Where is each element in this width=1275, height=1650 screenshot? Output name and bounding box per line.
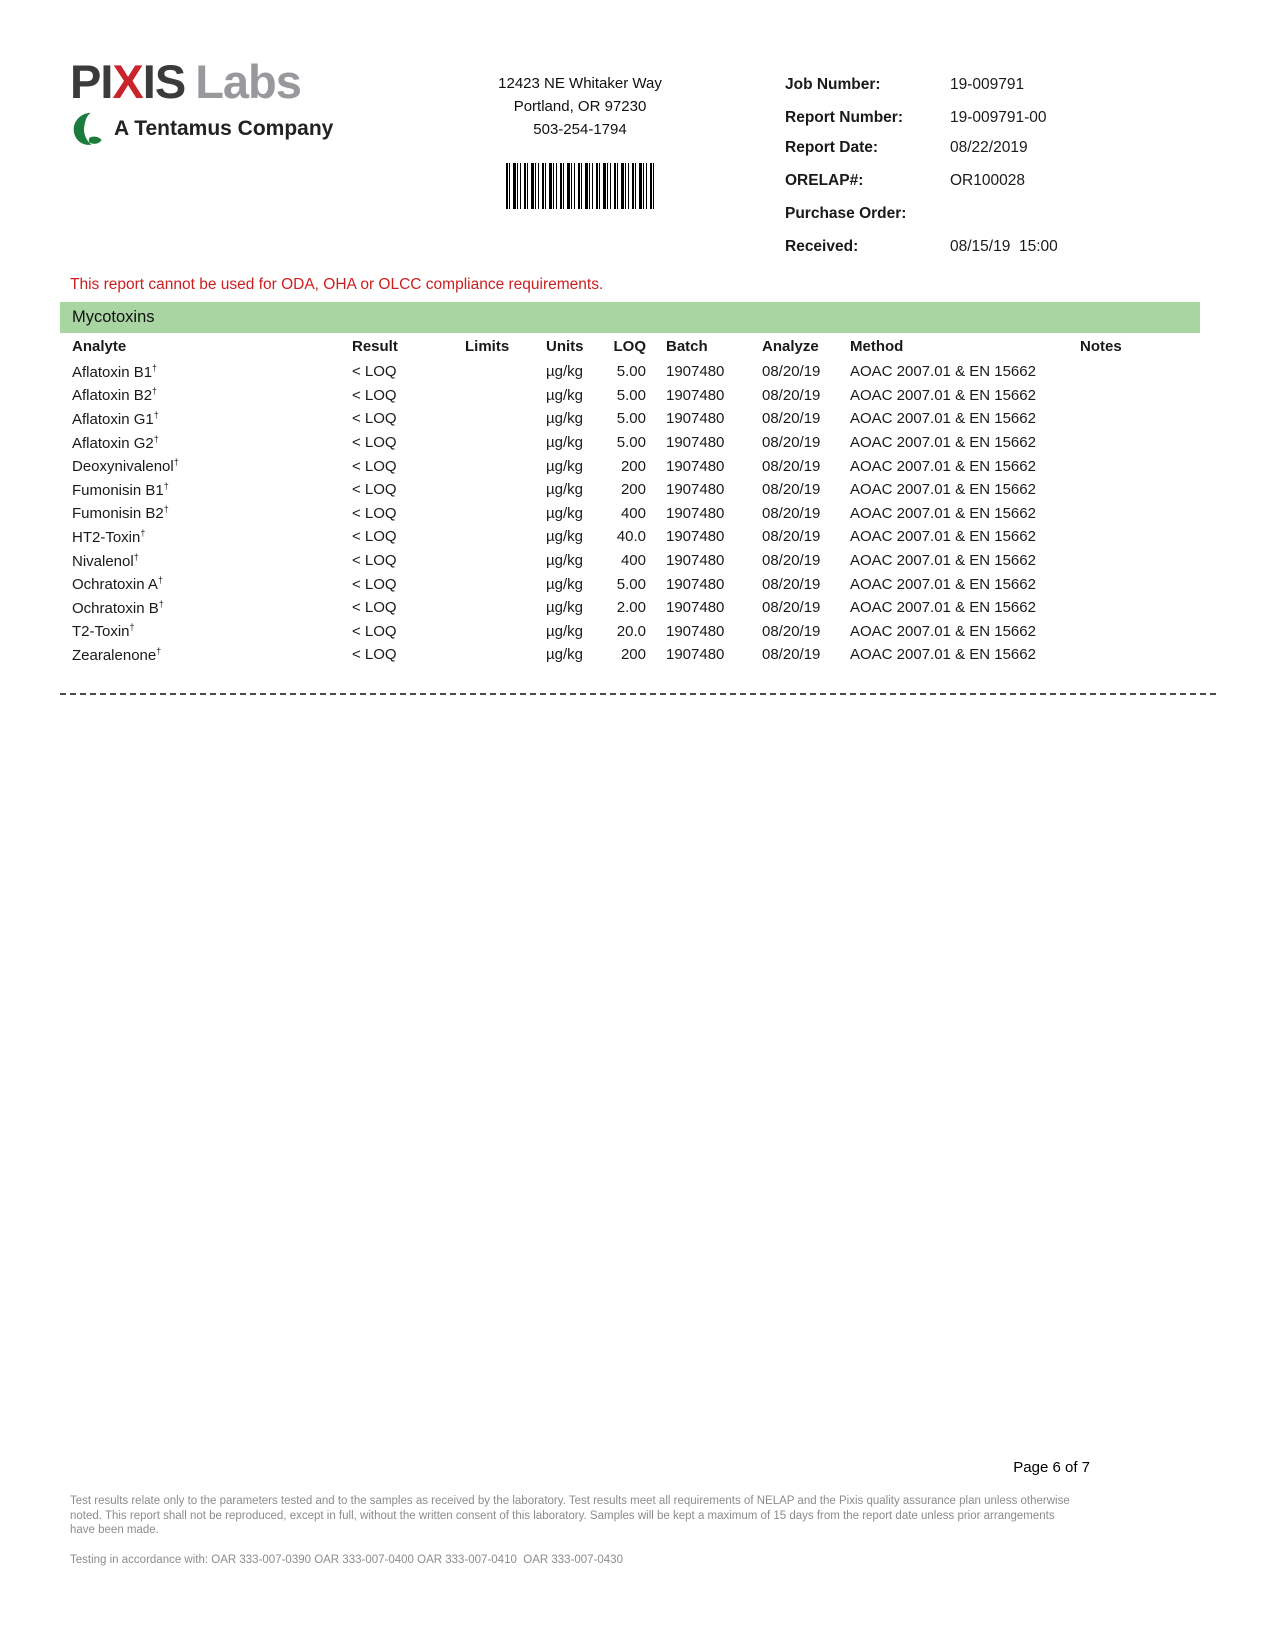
limits-cell	[462, 360, 540, 384]
limits-cell	[462, 643, 540, 667]
method-cell: AOAC 2007.01 & EN 15662	[850, 481, 1036, 499]
table-row	[60, 572, 1200, 596]
footer-testing-line: Testing in accordance with: OAR 333-007-0390 OAR 333-007-0400 OAR 333-007-0410 OAR 333-007-0430	[70, 1554, 623, 1566]
logo-tagline: A Tentamus Company	[114, 117, 334, 140]
table-row	[60, 643, 1200, 667]
method-cell: AOAC 2007.01 & EN 15662	[850, 363, 1036, 381]
column-header-loq: LOQ	[613, 338, 646, 355]
job-number-value: 19-009791	[950, 76, 1025, 93]
result-cell: < LOQ	[352, 363, 397, 381]
dagger-mark: †	[129, 622, 135, 633]
loq-cell: 2.00	[616, 599, 646, 617]
column-header-analyte: Analyte	[72, 338, 127, 355]
limits-cell	[462, 596, 540, 620]
result-cell: < LOQ	[352, 457, 397, 475]
batch-cell: 1907480	[666, 575, 725, 593]
units-cell: µg/kg	[546, 575, 583, 593]
method-cell: AOAC 2007.01 & EN 15662	[850, 504, 1036, 522]
column-header-analyze: Analyze	[762, 338, 819, 355]
method-cell: AOAC 2007.01 & EN 15662	[850, 528, 1036, 546]
mycotoxins-table	[60, 333, 1200, 667]
batch-cell: 1907480	[666, 599, 725, 617]
loq-cell: 5.00	[616, 386, 646, 404]
analyze-cell: 08/20/19	[762, 434, 821, 452]
loq-cell: 200	[620, 457, 646, 475]
table-row	[60, 596, 1200, 620]
batch-cell: 1907480	[666, 410, 725, 428]
batch-cell: 1907480	[666, 481, 725, 499]
notes-cell	[1075, 431, 1200, 455]
analyze-cell: 08/20/19	[762, 457, 821, 475]
units-cell: µg/kg	[546, 434, 583, 452]
notes-cell	[1075, 384, 1200, 408]
loq-cell: 5.00	[616, 575, 646, 593]
analyze-cell: 08/20/19	[762, 599, 821, 617]
limits-cell	[462, 502, 540, 526]
analyze-cell: 08/20/19	[762, 552, 821, 570]
info-row-report-number	[785, 107, 1205, 128]
units-cell: µg/kg	[546, 504, 583, 522]
analyte-cell: Zearalenone†	[72, 645, 162, 664]
units-cell: µg/kg	[546, 528, 583, 546]
table-row	[60, 549, 1200, 573]
analyte-cell: Ochratoxin B†	[72, 598, 164, 617]
analyze-cell: 08/20/19	[762, 528, 821, 546]
result-cell: < LOQ	[352, 646, 397, 664]
analyze-cell: 08/20/19	[762, 410, 821, 428]
units-cell: µg/kg	[546, 481, 583, 499]
batch-cell: 1907480	[666, 622, 725, 640]
table-header-row	[60, 333, 1200, 360]
limits-cell	[462, 572, 540, 596]
analyte-cell: Fumonisin B2†	[72, 504, 169, 523]
loq-cell: 40.0	[616, 528, 646, 546]
address-line1: 12423 NE Whitaker Way	[498, 75, 662, 92]
dagger-mark: †	[152, 362, 158, 373]
method-cell: AOAC 2007.01 & EN 15662	[850, 410, 1036, 428]
analyze-cell: 08/20/19	[762, 646, 821, 664]
method-cell: AOAC 2007.01 & EN 15662	[850, 575, 1036, 593]
footer-disclaimer: Test results relate only to the parameters tested and to the samples as received by the laboratory. Test results meet all requirements of NELAP and the Pixis quality assurance plan unless otherwise noted. This report shall not be reproduced, except in full, without the written consent of this laboratory. Samples will be kept a maximum of 15 days from the report date unless prior arrangements have been made.	[70, 1495, 1070, 1536]
analyte-cell: Nivalenol†	[72, 551, 139, 570]
units-cell: µg/kg	[546, 410, 583, 428]
logo-wordmark: PIXIS Labs	[70, 55, 301, 108]
analyte-cell: Fumonisin B1†	[72, 480, 169, 499]
purchase-order-label: Purchase Order:	[785, 205, 907, 222]
batch-cell: 1907480	[666, 504, 725, 522]
limits-cell	[462, 454, 540, 478]
logo-x-letter: X	[112, 55, 143, 108]
table-row	[60, 502, 1200, 526]
loq-cell: 5.00	[616, 410, 646, 428]
loq-cell: 200	[620, 481, 646, 499]
result-cell: < LOQ	[352, 622, 397, 640]
notes-cell	[1075, 454, 1200, 478]
notes-cell	[1075, 525, 1200, 549]
table-row	[60, 525, 1200, 549]
limits-cell	[462, 431, 540, 455]
dagger-mark: †	[140, 527, 146, 538]
pixis-labs-logo	[70, 55, 334, 146]
notes-cell	[1075, 596, 1200, 620]
column-header-batch: Batch	[666, 338, 708, 355]
limits-cell	[462, 407, 540, 431]
batch-cell: 1907480	[666, 386, 725, 404]
analyze-cell: 08/20/19	[762, 504, 821, 522]
table-row	[60, 478, 1200, 502]
compliance-notice: This report cannot be used for ODA, OHA or OLCC compliance requirements.	[70, 276, 604, 293]
dagger-mark: †	[173, 457, 179, 468]
method-cell: AOAC 2007.01 & EN 15662	[850, 646, 1036, 664]
result-cell: < LOQ	[352, 575, 397, 593]
units-cell: µg/kg	[546, 363, 583, 381]
dagger-mark: †	[133, 551, 139, 562]
dagger-mark: †	[163, 504, 169, 515]
result-cell: < LOQ	[352, 599, 397, 617]
column-header-units: Units	[546, 338, 584, 355]
dagger-mark: †	[153, 433, 159, 444]
page-number: Page 6 of 7	[1013, 1459, 1090, 1476]
report-date-label: Report Date:	[785, 139, 879, 156]
orelap-value: OR100028	[950, 172, 1025, 189]
analyze-cell: 08/20/19	[762, 622, 821, 640]
section-title: Mycotoxins	[72, 308, 155, 326]
notes-cell	[1075, 620, 1200, 644]
batch-cell: 1907480	[666, 363, 725, 381]
loq-cell: 400	[620, 504, 646, 522]
info-row-purchase-order	[785, 203, 1205, 224]
notes-cell	[1075, 549, 1200, 573]
loq-cell: 400	[620, 552, 646, 570]
analyze-cell: 08/20/19	[762, 481, 821, 499]
report-date-value: 08/22/2019	[950, 139, 1028, 156]
info-row-orelap	[785, 170, 1205, 191]
analyze-cell: 08/20/19	[762, 575, 821, 593]
notes-cell	[1075, 643, 1200, 667]
method-cell: AOAC 2007.01 & EN 15662	[850, 434, 1036, 452]
analyte-cell: Aflatoxin G2†	[72, 433, 159, 452]
barcode	[506, 163, 654, 209]
dagger-mark: †	[156, 645, 162, 656]
result-cell: < LOQ	[352, 434, 397, 452]
column-header-method: Method	[850, 338, 904, 355]
table-row	[60, 407, 1200, 431]
units-cell: µg/kg	[546, 622, 583, 640]
analyte-cell: HT2-Toxin†	[72, 527, 146, 546]
notes-cell	[1075, 572, 1200, 596]
logo-labs-text: Labs	[195, 55, 301, 108]
table-row	[60, 360, 1200, 384]
table-row	[60, 454, 1200, 478]
report-info-block	[785, 74, 1205, 266]
batch-cell: 1907480	[666, 457, 725, 475]
notes-cell	[1075, 407, 1200, 431]
info-row-job-number	[785, 74, 1205, 95]
result-cell: < LOQ	[352, 552, 397, 570]
limits-cell	[462, 384, 540, 408]
limits-cell	[462, 525, 540, 549]
analyte-cell: Aflatoxin B1†	[72, 362, 158, 381]
analyte-cell: Aflatoxin G1†	[72, 409, 159, 428]
job-number-label: Job Number:	[785, 76, 881, 93]
analyte-cell: Deoxynivalenol†	[72, 457, 179, 476]
batch-cell: 1907480	[666, 528, 725, 546]
address-line2: Portland, OR 97230	[513, 98, 647, 115]
batch-cell: 1907480	[666, 646, 725, 664]
loq-cell: 5.00	[616, 434, 646, 452]
limits-cell	[462, 620, 540, 644]
batch-cell: 1907480	[666, 552, 725, 570]
method-cell: AOAC 2007.01 & EN 15662	[850, 386, 1036, 404]
tentamus-leaf-icon	[70, 112, 106, 146]
limits-cell	[462, 478, 540, 502]
units-cell: µg/kg	[546, 552, 583, 570]
table-row	[60, 431, 1200, 455]
column-header-result: Result	[352, 338, 398, 355]
notes-cell	[1075, 478, 1200, 502]
result-cell: < LOQ	[352, 410, 397, 428]
info-row-report-date	[785, 137, 1205, 158]
phone-number: 503-254-1794	[533, 121, 627, 138]
loq-cell: 5.00	[616, 363, 646, 381]
column-header-limits: Limits	[465, 338, 510, 355]
received-label: Received:	[785, 238, 859, 255]
loq-cell: 200	[620, 646, 646, 664]
analyte-cell: Aflatoxin B2†	[72, 386, 158, 405]
dagger-mark: †	[158, 598, 164, 609]
loq-cell: 20.0	[616, 622, 646, 640]
analyze-cell: 08/20/19	[762, 386, 821, 404]
report-number-label: Report Number:	[785, 109, 903, 126]
analyze-cell: 08/20/19	[762, 363, 821, 381]
notes-cell	[1075, 360, 1200, 384]
section-banner	[60, 302, 1200, 333]
units-cell: µg/kg	[546, 646, 583, 664]
result-cell: < LOQ	[352, 528, 397, 546]
batch-cell: 1907480	[666, 434, 725, 452]
method-cell: AOAC 2007.01 & EN 15662	[850, 622, 1036, 640]
dagger-mark: †	[163, 480, 169, 491]
result-cell: < LOQ	[352, 481, 397, 499]
result-cell: < LOQ	[352, 386, 397, 404]
lab-address-block	[440, 72, 720, 209]
method-cell: AOAC 2007.01 & EN 15662	[850, 552, 1036, 570]
received-value: 08/15/19 15:00	[950, 238, 1058, 255]
orelap-label: ORELAP#:	[785, 172, 864, 189]
column-header-notes: Notes	[1080, 338, 1122, 355]
report-number-value: 19-009791-00	[950, 109, 1047, 126]
units-cell: µg/kg	[546, 457, 583, 475]
result-cell: < LOQ	[352, 504, 397, 522]
dagger-mark: †	[153, 409, 159, 420]
method-cell: AOAC 2007.01 & EN 15662	[850, 599, 1036, 617]
info-row-received	[785, 236, 1205, 257]
analyte-cell: Ochratoxin A†	[72, 575, 163, 594]
units-cell: µg/kg	[546, 599, 583, 617]
limits-cell	[462, 549, 540, 573]
table-row	[60, 620, 1200, 644]
dashed-separator	[60, 693, 1216, 695]
dagger-mark: †	[157, 575, 163, 586]
method-cell: AOAC 2007.01 & EN 15662	[850, 457, 1036, 475]
analyte-cell: T2-Toxin†	[72, 622, 135, 641]
units-cell: µg/kg	[546, 386, 583, 404]
table-row	[60, 384, 1200, 408]
notes-cell	[1075, 502, 1200, 526]
dagger-mark: †	[152, 386, 158, 397]
